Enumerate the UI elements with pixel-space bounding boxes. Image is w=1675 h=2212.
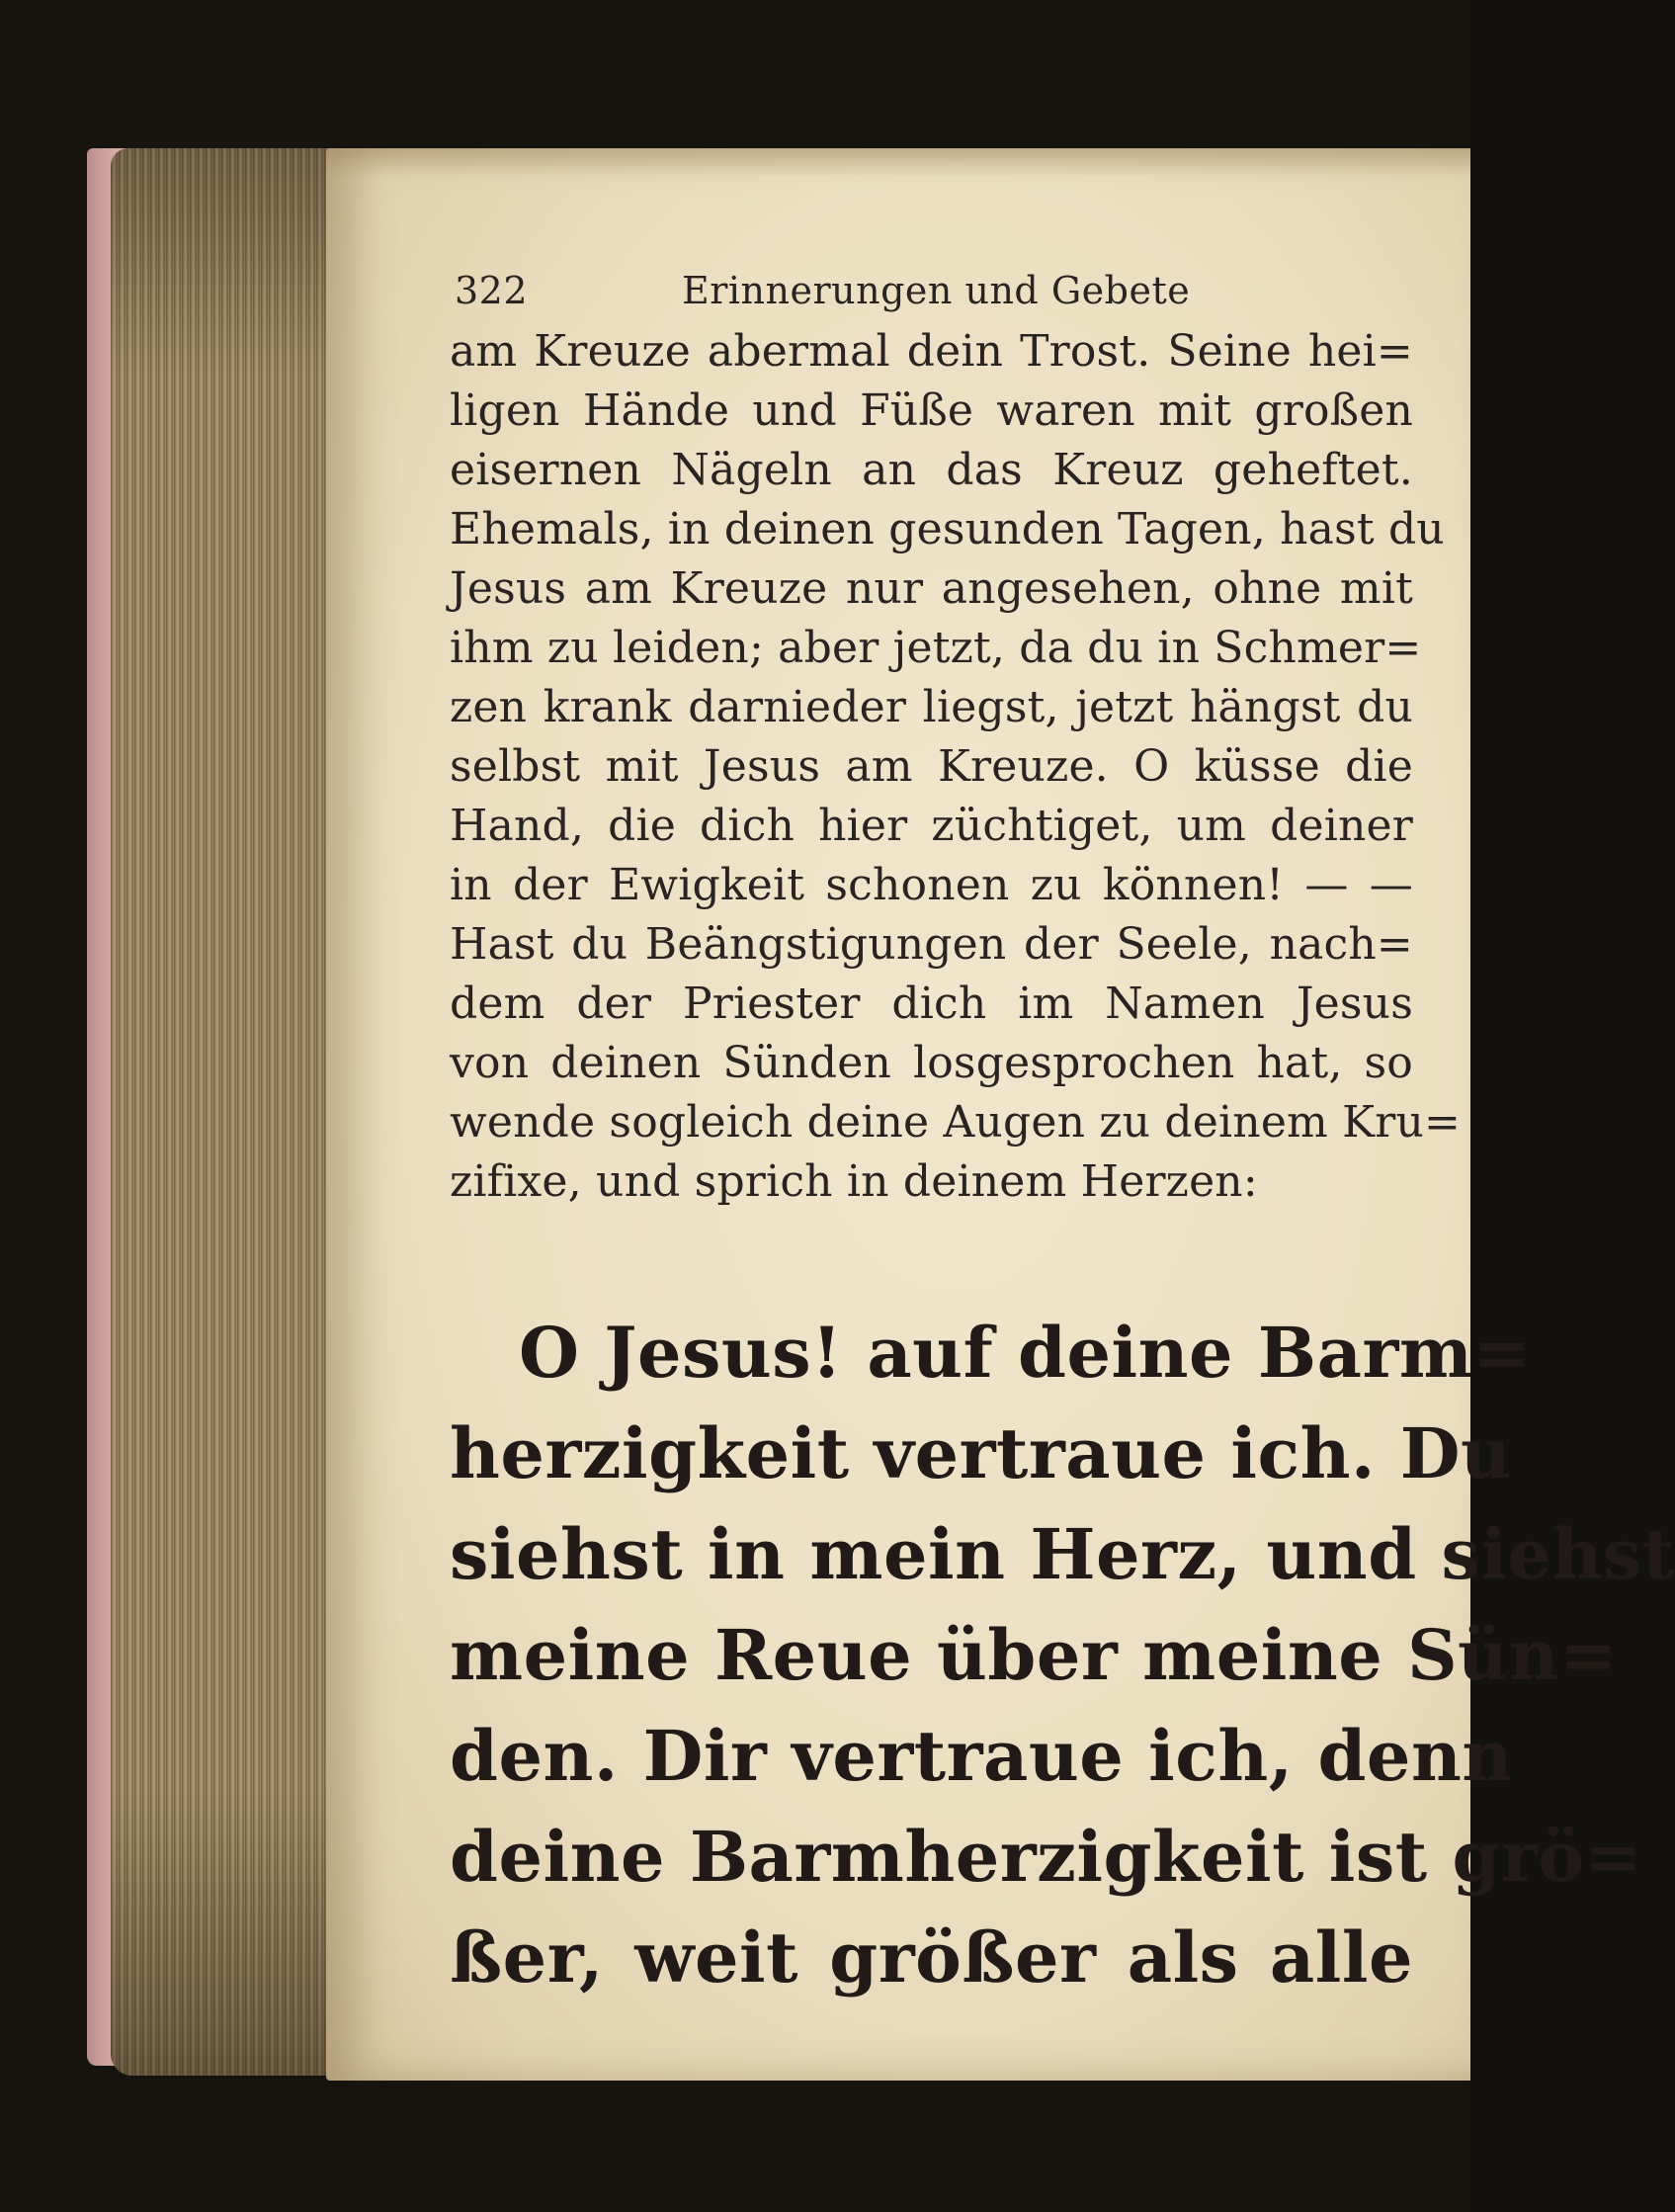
body-text <box>450 322 1462 1212</box>
prayer-line: den. Dir vertraue ich, denn <box>450 1715 1513 1797</box>
body-line: von deinen Sünden losgesprochen hat, so <box>450 1038 1413 1088</box>
body-line: eisernen Nägeln an das Kreuz geheftet. <box>450 445 1413 495</box>
page-top-shadow <box>326 148 1470 178</box>
prayer-line: siehst in mein Herz, und siehst <box>450 1513 1675 1595</box>
body-line: Ehemals, in deinen gesunden Tagen, hast du <box>450 504 1445 554</box>
prayer-text <box>450 1303 1675 2008</box>
prayer-line: herzigkeit vertraue ich. Du <box>450 1412 1512 1494</box>
body-line: am Kreuze abermal dein Trost. Seine hei= <box>450 326 1413 377</box>
body-line: in der Ewigkeit schonen zu können! — — <box>450 860 1413 910</box>
page-block-shading <box>111 148 343 2076</box>
body-line: Hand, die dich hier züchtiget, um deiner <box>450 801 1413 851</box>
page-header <box>450 255 1413 324</box>
body-line: ihm zu leiden; aber jetzt, da du in Schmer= <box>450 623 1422 673</box>
body-line: dem der Priester dich im Namen Jesus <box>450 978 1413 1029</box>
body-line: wende sogleich deine Augen zu deinem Kru= <box>450 1097 1462 1148</box>
body-line: Hast du Beängstigungen der Seele, nach= <box>450 919 1413 970</box>
prayer-line: meine Reue über meine Sün= <box>450 1614 1619 1696</box>
prayer-line: deine Barmherzigkeit ist grö= <box>450 1816 1643 1898</box>
body-line: selbst mit Jesus am Kreuze. O küsse die <box>450 741 1413 792</box>
running-head: Erinnerungen und Gebete <box>682 269 1191 312</box>
prayer-line: O Jesus! auf deine Barm= <box>519 1312 1532 1394</box>
body-line: ligen Hände und Füße waren mit großen <box>450 385 1413 436</box>
body-line: Jesus am Kreuze nur angesehen, ohne mit <box>450 563 1413 614</box>
body-line: zifixe, und sprich in deinem Herzen: <box>450 1156 1258 1207</box>
body-line: zen krank darnieder liegst, jetzt hängst du <box>450 682 1413 732</box>
prayer-line: ßer, weit größer als alle <box>450 1916 1413 1999</box>
page-text-area <box>450 255 1675 2008</box>
page-number: 322 <box>455 269 529 312</box>
